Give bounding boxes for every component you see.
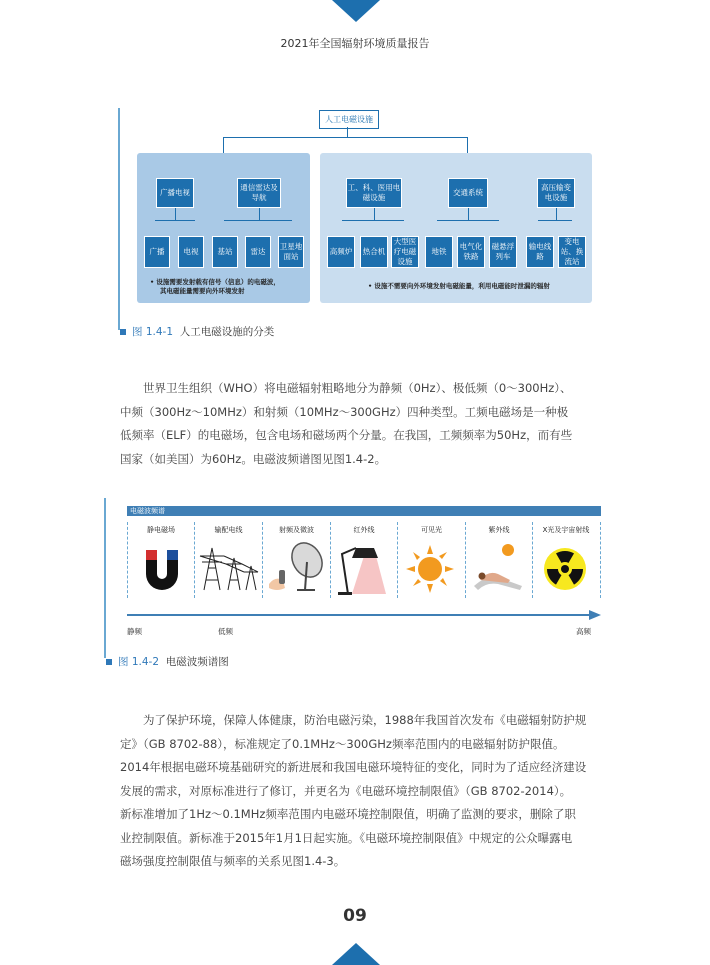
spectrum-label-radio-microwave: 射频及微波 bbox=[279, 526, 314, 534]
leaf-radar: 雷达 bbox=[245, 236, 271, 268]
bottom-triangle-decoration bbox=[332, 943, 380, 965]
connector bbox=[155, 220, 195, 221]
radiation-symbol-icon bbox=[542, 546, 588, 592]
sunbathing-uv-icon bbox=[470, 540, 528, 596]
category-communication-radar: 通信雷达及导航 bbox=[237, 178, 281, 208]
connector bbox=[468, 208, 469, 220]
leaf-large-medical-em: 大型医疗电磁设施 bbox=[391, 236, 419, 268]
leaf-subway: 地铁 bbox=[425, 236, 453, 268]
paragraph-who-classification: 世界卫生组织（WHO）将电磁辐射粗略地分为静频（0Hz）、极低频（0～300Hz）、 中频（300Hz～10MHz）和射频（10MHz～300GHz）四种类型。工频电磁场是一种极 低频率（ELF）的电磁场，包含电场和磁场两个分量。在我国，工频频率为50Hz，而有些 国家（如美国）为60Hz。电磁波频谱图见图1.4-2。 bbox=[120, 381, 573, 466]
connector bbox=[538, 220, 572, 221]
power-tower-icon bbox=[196, 542, 260, 592]
sun-icon bbox=[405, 544, 455, 594]
spectrum-label-power-lines: 输配电线 bbox=[214, 526, 243, 534]
connector bbox=[556, 208, 557, 220]
figure2-left-rule bbox=[104, 498, 106, 658]
note-non-emitting-facilities: • 设施不需要向外环境发射电磁能量，利用电磁能时泄漏的辐射 bbox=[368, 282, 550, 290]
category-industrial-scientific-medical: 工、科、医用电磁设施 bbox=[346, 178, 402, 208]
leaf-satellite-ground-station: 卫星地面站 bbox=[278, 236, 304, 268]
category-transport-system: 交通系统 bbox=[448, 178, 488, 208]
axis-label-high: 高频 bbox=[576, 627, 591, 636]
connector bbox=[374, 208, 375, 220]
leaf-heat-sealer: 热合机 bbox=[360, 236, 388, 268]
spectrum-label-static-field: 静电磁场 bbox=[147, 526, 175, 534]
top-triangle-decoration bbox=[332, 0, 380, 22]
connector bbox=[467, 137, 468, 153]
leaf-substation-converter: 变电站、换流站 bbox=[558, 236, 586, 268]
satellite-dish-icon bbox=[265, 540, 327, 594]
connector bbox=[347, 127, 348, 137]
category-high-voltage-transmission: 高压输变电设施 bbox=[537, 178, 575, 208]
leaf-electrified-railway: 电气化铁路 bbox=[457, 236, 485, 268]
connector bbox=[437, 220, 499, 221]
leaf-tv: 电视 bbox=[178, 236, 204, 268]
spectrum-label-xray-cosmic: X光及宇宙射线 bbox=[542, 526, 590, 534]
figure1-left-rule bbox=[118, 108, 120, 330]
connector bbox=[223, 137, 224, 153]
panel-non-emitting-facilities bbox=[320, 153, 592, 303]
figure1-caption: 图 1.4-1 人工电磁设施的分类 bbox=[120, 324, 274, 339]
connector bbox=[259, 208, 260, 220]
note-emitting-facilities: • 设施需要发射载有信号（信息）的电磁波， 其电磁能量需要向外环境发射 bbox=[150, 278, 280, 295]
figure2-caption: 图 1.4-2 电磁波频谱图 bbox=[106, 654, 229, 669]
infrared-lamp-icon bbox=[334, 544, 394, 596]
leaf-maglev-train: 磁悬浮列车 bbox=[489, 236, 517, 268]
column-divider bbox=[600, 522, 601, 598]
leaf-transmission-lines: 输电线路 bbox=[526, 236, 554, 268]
caption-square-icon bbox=[120, 329, 126, 335]
connector bbox=[224, 220, 292, 221]
root-node-artificial-em-facilities: 人工电磁设施 bbox=[319, 110, 379, 129]
report-header-title: 2021年全国辐射环境质量报告 bbox=[280, 37, 430, 50]
spectrum-label-visible-light: 可见光 bbox=[421, 526, 442, 534]
column-divider bbox=[532, 522, 533, 598]
axis-label-static: 静频 bbox=[127, 627, 142, 636]
paragraph-standards-history: 为了保护环境，保障人体健康，防治电磁污染，1988年我国首次发布《电磁辐射防护规 定》（GB 8702-88），标准规定了0.1MHz～300GHz频率范围内的电磁辐射防护限值。 2014年根据电磁环境基础研究的新进展和我国电磁环境特征的变化，同时为了适应经济建设 发展的需求，对原标准进行了修订，并更名为《电磁环境控制限值》（GB 8702-2014）。 新标准增加了1Hz～0.1MHz频率范围内电磁环境控制限值，明确了监测的要求，删除了职 业控制限值。新标准于2015年1月1日起实施。《电磁环境控制限值》中规定的公众曝露电 磁场强度控制限值与频率的关系见图1.4-3。 bbox=[120, 713, 587, 868]
spectrum-label-ultraviolet: 紫外线 bbox=[488, 526, 510, 534]
connector bbox=[342, 220, 404, 221]
page-number: 09 bbox=[343, 906, 367, 926]
connector bbox=[175, 208, 176, 220]
spectrum-title-bar: 电磁波频谱 bbox=[127, 506, 601, 516]
axis-label-low: 低频 bbox=[218, 627, 233, 636]
leaf-high-frequency-furnace: 高频炉 bbox=[327, 236, 355, 268]
connector bbox=[223, 137, 467, 138]
leaf-broadcast: 广播 bbox=[144, 236, 170, 268]
leaf-base-station: 基站 bbox=[212, 236, 238, 268]
magnet-icon bbox=[142, 548, 182, 594]
caption-square-icon bbox=[106, 659, 112, 665]
frequency-axis-arrow bbox=[127, 610, 601, 620]
category-broadcast-tv: 广播电视 bbox=[156, 178, 194, 208]
spectrum-label-infrared: 红外线 bbox=[353, 526, 375, 534]
